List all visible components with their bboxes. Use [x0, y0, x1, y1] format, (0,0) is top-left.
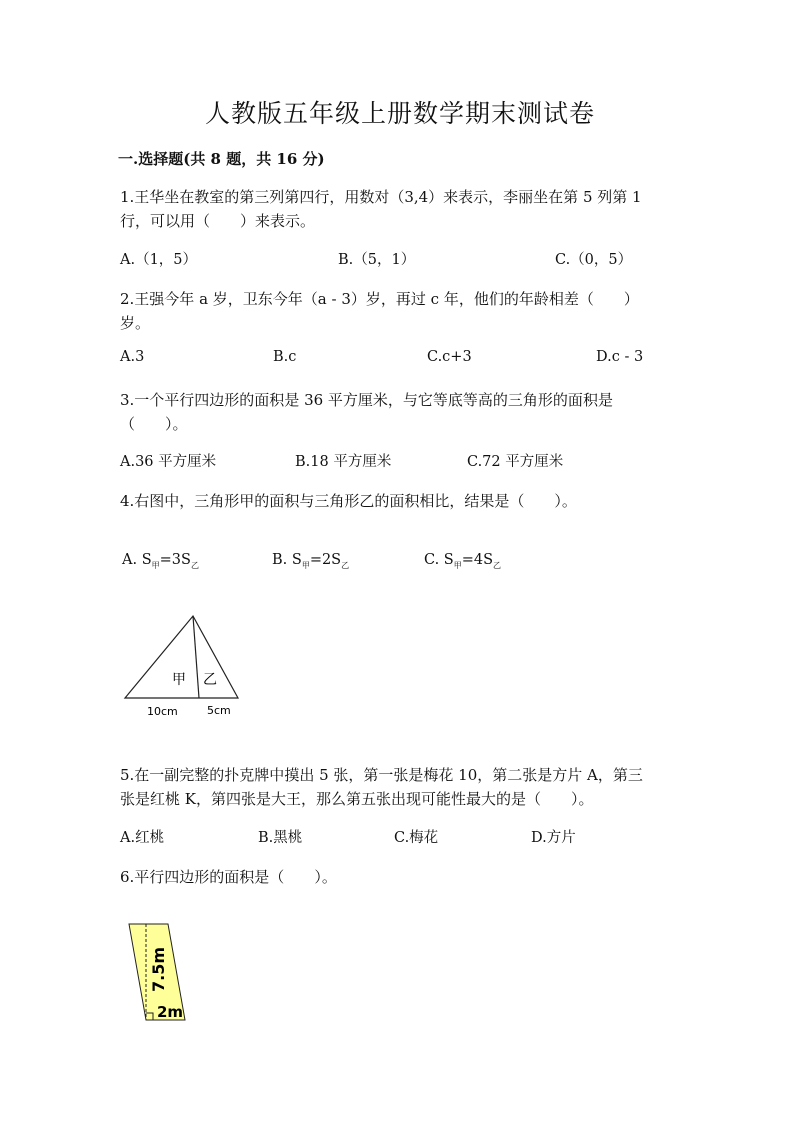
- q4-option-c-prefix: C. S: [424, 552, 454, 568]
- q5-option-d[interactable]: D.方片: [531, 830, 576, 846]
- q4-option-a-prefix: A. S: [122, 552, 152, 568]
- question-1-line-1: 1.王华坐在教室的第三列第四行，用数对（3,4）来表示，李丽坐在第 5 列第 1: [120, 188, 642, 206]
- q4-option-b-sub2: 乙: [341, 561, 350, 570]
- question-5-line-2: 张是红桃 K，第四张是大王，那么第五张出现可能性最大的是（ ）。: [120, 790, 594, 808]
- q2-option-c[interactable]: C.c+3: [427, 349, 472, 365]
- q3-option-c[interactable]: C.72 平方厘米: [467, 454, 564, 470]
- q4-option-c[interactable]: [424, 552, 501, 568]
- q5-option-a[interactable]: A.红桃: [120, 830, 165, 846]
- q3-option-a[interactable]: A.36 平方厘米: [120, 454, 217, 470]
- q4-option-c-sub2: 乙: [493, 561, 502, 570]
- q5-option-b[interactable]: B.黑桃: [258, 830, 303, 846]
- q4-option-a-sub2: 乙: [190, 561, 199, 570]
- q4-option-c-mid: =4S: [461, 552, 494, 568]
- question-4-line-1: 4.右图中，三角形甲的面积与三角形乙的面积相比，结果是（ ）。: [120, 492, 577, 510]
- q4-option-b-mid: =2S: [309, 552, 342, 568]
- q4-option-c-sub1: 甲: [453, 561, 462, 570]
- page-title: 人教版五年级上册数学期末测试卷: [204, 99, 595, 128]
- q4-option-a[interactable]: [122, 552, 199, 568]
- question-3-line-2: （ ）。: [120, 415, 188, 433]
- question-3-line-1: 3.一个平行四边形的面积是 36 平方厘米，与它等底等高的三角形的面积是: [120, 391, 613, 409]
- q1-option-a[interactable]: A.（1，5）: [120, 252, 198, 268]
- q4-option-b-sub1: 甲: [301, 561, 310, 570]
- triangle-divider: [193, 616, 199, 698]
- q1-option-c[interactable]: C.（0，5）: [555, 252, 633, 268]
- q2-option-b[interactable]: B.c: [273, 349, 297, 365]
- q2-option-a[interactable]: A.3: [120, 349, 145, 365]
- q4-option-b[interactable]: [272, 552, 349, 568]
- triangle-figure: [115, 608, 250, 720]
- q4-option-a-sub1: 甲: [151, 561, 160, 570]
- q4-option-b-prefix: B. S: [272, 552, 302, 568]
- triangle-label-right: 乙: [203, 672, 217, 688]
- q2-option-d[interactable]: D.c - 3: [596, 349, 644, 365]
- q5-option-c[interactable]: C.梅花: [394, 830, 439, 846]
- q3-option-b[interactable]: B.18 平方厘米: [295, 454, 392, 470]
- base-label-left: 10cm: [147, 705, 178, 718]
- question-2-line-2: 岁。: [120, 314, 151, 332]
- base-length-label: 2m: [157, 1003, 184, 1021]
- question-1-line-2: 行，可以用（ ）来表示。: [120, 212, 316, 230]
- question-5-line-1: 5.在一副完整的扑克牌中摸出 5 张，第一张是梅花 10，第二张是方片 A，第三: [120, 766, 643, 784]
- height-label: 7.5m: [149, 946, 168, 992]
- base-label-right: 5cm: [207, 704, 231, 717]
- parallelogram-figure: [124, 920, 194, 1025]
- section-heading: 一.选择题(共 8 题，共 16 分): [118, 150, 325, 168]
- question-2-line-1: 2.王强今年 a 岁，卫东今年（a - 3）岁，再过 c 年，他们的年龄相差（ ）: [120, 290, 639, 308]
- q1-option-b[interactable]: B.（5，1）: [338, 252, 416, 268]
- triangle-label-left: 甲: [172, 672, 186, 688]
- q4-option-a-mid: =3S: [159, 552, 191, 568]
- question-6-line-1: 6.平行四边形的面积是（ ）。: [120, 868, 337, 886]
